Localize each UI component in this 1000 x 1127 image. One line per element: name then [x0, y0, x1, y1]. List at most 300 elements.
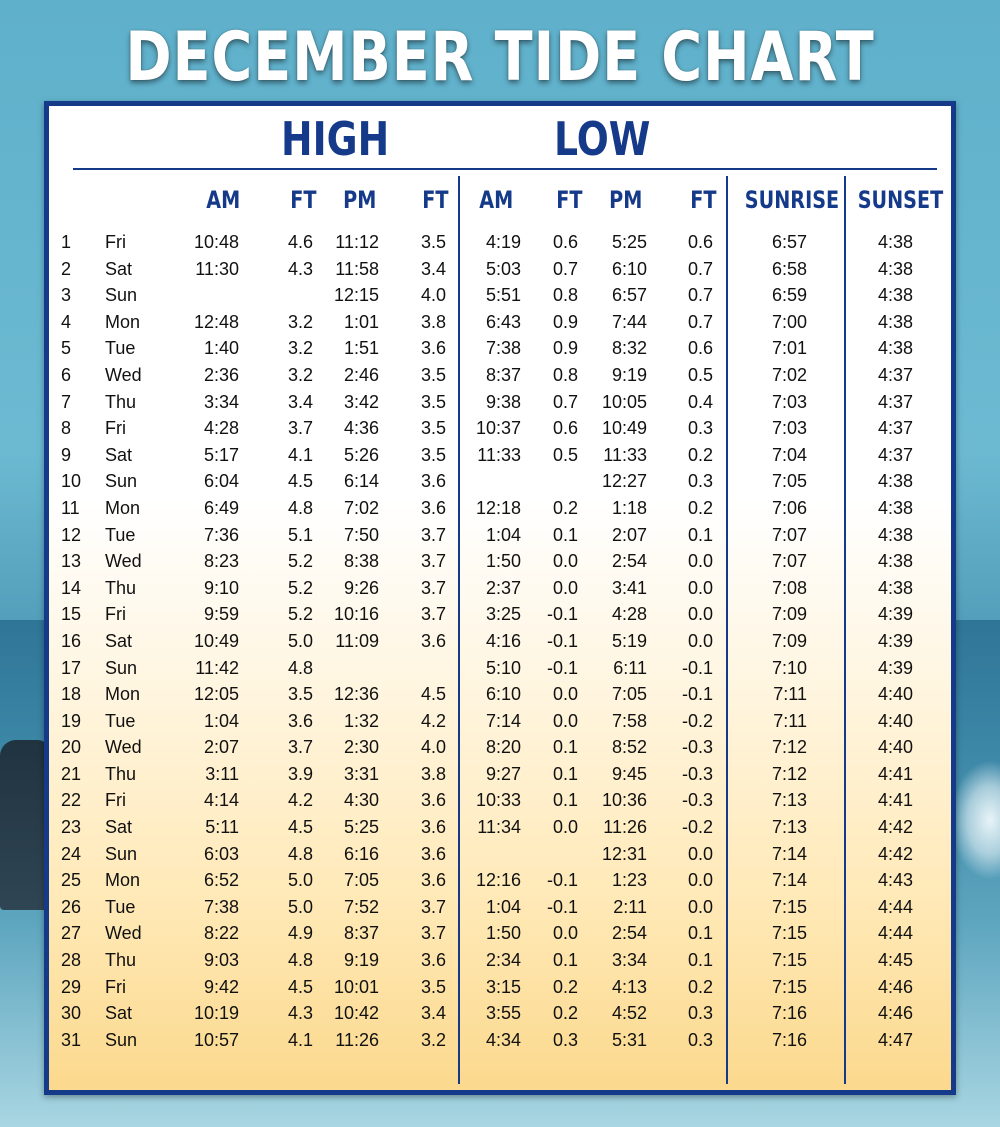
cell-low-pm: 7:05 — [611, 684, 647, 705]
cell-high-pm-ft: 3.6 — [420, 817, 446, 838]
header-high-pm: PM — [343, 186, 377, 214]
cell-sunset: 4:46 — [877, 1003, 913, 1024]
cell-day: Sat — [105, 817, 133, 838]
cell-high-pm: 7:02 — [343, 497, 379, 518]
cell-low-am: 5:03 — [485, 258, 521, 279]
cell-high-am: 4:28 — [203, 418, 239, 439]
cell-low-pm-ft: -0.3 — [681, 790, 713, 811]
cell-low-pm: 2:07 — [611, 524, 647, 545]
cell-low-am-ft: 0.0 — [552, 923, 578, 944]
cell-sunrise: 6:59 — [771, 285, 807, 306]
cell-low-pm-ft: 0.3 — [687, 471, 713, 492]
cell-high-am-ft: 3.6 — [287, 710, 313, 731]
cell-high-am: 11:30 — [195, 258, 239, 279]
cell-low-pm: 8:32 — [611, 338, 647, 359]
cell-high-pm-ft: 3.5 — [420, 444, 446, 465]
cell-low-am-ft: 0.1 — [552, 763, 578, 784]
cell-day: Fri — [105, 790, 126, 811]
cell-high-am-ft: 5.0 — [287, 630, 313, 651]
cell-low-am: 3:15 — [485, 976, 521, 997]
cell-low-pm-ft: 0.4 — [687, 391, 713, 412]
cell-sunrise: 7:16 — [771, 1003, 807, 1024]
cell-sunrise: 7:02 — [771, 364, 807, 385]
cell-high-pm: 2:46 — [343, 364, 379, 385]
cell-low-pm: 7:58 — [611, 710, 647, 731]
cell-high-am: 9:10 — [203, 577, 239, 598]
cell-low-am-ft: -0.1 — [546, 630, 578, 651]
cell-low-pm: 10:49 — [601, 418, 647, 439]
tide-table-card — [44, 101, 956, 1095]
cell-date: 28 — [61, 950, 82, 971]
cell-day: Wed — [105, 923, 142, 944]
cell-high-pm-ft: 3.2 — [420, 1029, 446, 1050]
cell-high-pm: 10:01 — [333, 976, 379, 997]
cell-low-pm: 3:34 — [611, 950, 647, 971]
cell-high-pm-ft: 3.8 — [420, 311, 446, 332]
cell-day: Wed — [105, 551, 142, 572]
cell-high-am: 7:36 — [203, 524, 239, 545]
cell-low-pm-ft: 0.0 — [687, 896, 713, 917]
cell-high-pm-ft: 3.6 — [420, 870, 446, 891]
cell-sunset: 4:41 — [877, 790, 913, 811]
table-row — [49, 443, 951, 470]
cell-low-am: 4:16 — [485, 630, 521, 651]
page-title: DECEMBER TIDE CHART — [125, 18, 875, 97]
cell-date: 12 — [61, 524, 82, 545]
cell-sunrise: 7:15 — [771, 896, 807, 917]
header-divider — [73, 168, 937, 170]
table-row — [49, 895, 951, 922]
cell-high-am: 9:03 — [203, 950, 239, 971]
cell-high-am: 10:49 — [193, 630, 239, 651]
cell-day: Sat — [105, 444, 133, 465]
cell-date: 8 — [61, 418, 72, 439]
cell-low-pm: 2:54 — [611, 923, 647, 944]
cell-high-pm: 11:12 — [335, 232, 379, 252]
table-row — [49, 682, 951, 709]
cell-day: Tue — [105, 710, 136, 731]
cell-day: Tue — [105, 338, 136, 359]
cell-high-am-ft: 5.1 — [287, 524, 313, 545]
cell-low-pm-ft: -0.2 — [681, 710, 713, 731]
cell-low-am: 12:16 — [475, 870, 521, 891]
cell-sunset: 4:37 — [877, 364, 913, 385]
table-row — [49, 921, 951, 948]
cell-high-am-ft: 4.3 — [287, 258, 313, 279]
cell-sunset: 4:45 — [877, 950, 913, 971]
cell-low-pm-ft: 0.2 — [687, 497, 713, 518]
cell-high-am-ft: 4.3 — [287, 1003, 313, 1024]
cell-date: 1 — [61, 232, 72, 252]
cell-day: Sun — [105, 843, 138, 864]
table-row — [49, 257, 951, 284]
cell-low-am-ft: 0.0 — [552, 551, 578, 572]
cell-sunrise: 7:15 — [771, 976, 807, 997]
cell-high-am: 10:48 — [193, 232, 239, 252]
cell-low-am-ft: 0.2 — [552, 976, 578, 997]
cell-sunrise: 7:11 — [773, 710, 807, 731]
cell-high-am: 9:59 — [203, 604, 239, 625]
cell-low-pm: 1:18 — [611, 497, 647, 518]
cell-sunrise: 7:04 — [771, 444, 807, 465]
cell-day: Thu — [105, 950, 137, 971]
cell-day: Thu — [105, 391, 137, 412]
cell-low-am-ft: 0.2 — [552, 497, 578, 518]
header-low-pm-ft: FT — [690, 186, 717, 214]
cell-high-pm: 5:25 — [343, 817, 379, 838]
cell-high-am: 10:57 — [193, 1029, 239, 1050]
header-low-am-ft: FT — [556, 186, 583, 214]
cell-high-am-ft: 4.8 — [287, 657, 313, 678]
table-row — [49, 788, 951, 815]
cell-sunset: 4:46 — [877, 976, 913, 997]
cell-high-am-ft: 4.8 — [287, 950, 313, 971]
cell-low-am: 10:33 — [475, 790, 521, 811]
cell-sunrise: 7:07 — [771, 551, 807, 572]
header-low-pm: PM — [609, 186, 643, 214]
cell-sunrise: 7:09 — [771, 630, 807, 651]
cell-date: 6 — [61, 364, 72, 385]
cell-high-pm-ft: 3.4 — [420, 1003, 446, 1024]
cell-low-am-ft: 0.2 — [552, 1003, 578, 1024]
surfer-silhouette — [0, 740, 48, 910]
cell-low-pm: 12:27 — [601, 471, 647, 492]
cell-high-pm: 11:26 — [335, 1029, 379, 1050]
cell-high-pm: 11:09 — [335, 630, 379, 651]
low-section-heading: LOW — [554, 112, 651, 166]
cell-low-am: 4:19 — [485, 232, 521, 252]
cell-high-pm-ft: 3.7 — [420, 896, 446, 917]
cell-day: Thu — [105, 763, 137, 784]
cell-high-am-ft: 4.8 — [287, 843, 313, 864]
cell-high-pm: 1:51 — [343, 338, 379, 359]
cell-high-am-ft: 3.4 — [287, 391, 313, 412]
cell-high-pm-ft: 4.5 — [420, 684, 446, 705]
cell-low-pm: 9:45 — [611, 763, 647, 784]
table-row — [49, 1028, 951, 1055]
header-sunset: SUNSET — [857, 186, 944, 214]
cell-low-pm-ft: -0.3 — [681, 763, 713, 784]
cell-date: 18 — [61, 684, 82, 705]
cell-high-am-ft: 4.1 — [287, 1029, 313, 1050]
cell-sunset: 4:40 — [877, 737, 913, 758]
cell-low-am-ft: 0.6 — [552, 232, 578, 252]
table-row — [49, 523, 951, 550]
cell-low-am: 2:34 — [485, 950, 521, 971]
wave-foam — [950, 760, 1000, 880]
cell-sunrise: 7:06 — [771, 497, 807, 518]
cell-low-am: 3:25 — [485, 604, 521, 625]
cell-sunset: 4:39 — [877, 604, 913, 625]
cell-date: 30 — [61, 1003, 82, 1024]
cell-date: 31 — [61, 1029, 82, 1050]
cell-sunrise: 7:15 — [771, 923, 807, 944]
cell-sunset: 4:38 — [877, 577, 913, 598]
cell-low-pm-ft: 0.1 — [687, 950, 713, 971]
cell-sunrise: 7:08 — [771, 577, 807, 598]
cell-high-pm: 8:38 — [343, 551, 379, 572]
table-row — [49, 868, 951, 895]
cell-high-pm-ft: 3.5 — [420, 976, 446, 997]
table-row — [49, 815, 951, 842]
cell-low-pm: 9:19 — [611, 364, 647, 385]
cell-low-pm: 3:41 — [611, 577, 647, 598]
cell-high-am-ft: 4.1 — [287, 444, 313, 465]
cell-date: 5 — [61, 338, 72, 359]
cell-high-am-ft: 3.7 — [287, 418, 313, 439]
cell-high-am: 11:42 — [195, 657, 239, 678]
cell-sunset: 4:38 — [877, 232, 913, 252]
cell-low-pm: 6:11 — [613, 657, 647, 678]
tide-rows — [49, 230, 951, 1054]
table-row — [49, 602, 951, 629]
cell-day: Mon — [105, 311, 141, 332]
cell-high-pm: 7:05 — [343, 870, 379, 891]
cell-low-pm-ft: 0.7 — [687, 311, 713, 332]
cell-day: Thu — [105, 577, 137, 598]
cell-high-pm-ft: 3.5 — [420, 364, 446, 385]
cell-high-pm-ft: 3.6 — [420, 790, 446, 811]
cell-day: Fri — [105, 976, 126, 997]
cell-low-pm: 2:11 — [613, 896, 647, 917]
cell-date: 10 — [61, 471, 82, 492]
table-row — [49, 549, 951, 576]
cell-low-pm-ft: 0.2 — [687, 444, 713, 465]
cell-high-pm: 3:42 — [343, 391, 379, 412]
cell-low-am-ft: -0.1 — [546, 604, 578, 625]
cell-sunset: 4:37 — [877, 444, 913, 465]
cell-low-pm: 1:23 — [611, 870, 647, 891]
table-row — [49, 469, 951, 496]
cell-sunrise: 7:05 — [771, 471, 807, 492]
cell-sunset: 4:40 — [877, 710, 913, 731]
cell-low-pm: 5:31 — [611, 1029, 647, 1050]
cell-high-am-ft: 5.0 — [287, 870, 313, 891]
cell-low-am: 7:38 — [485, 338, 521, 359]
cell-low-am-ft: 0.8 — [552, 364, 578, 385]
cell-low-am-ft: 0.8 — [552, 285, 578, 306]
cell-low-am-ft: 0.1 — [552, 524, 578, 545]
cell-high-am: 4:14 — [203, 790, 239, 811]
cell-sunset: 4:38 — [877, 285, 913, 306]
cell-low-am: 5:51 — [485, 285, 521, 306]
cell-date: 3 — [61, 285, 72, 306]
cell-low-am-ft: 0.7 — [552, 391, 578, 412]
table-row — [49, 709, 951, 736]
cell-high-am-ft: 5.0 — [287, 896, 313, 917]
cell-high-pm: 2:30 — [343, 737, 379, 758]
table-row — [49, 230, 951, 257]
cell-high-am: 3:11 — [205, 763, 239, 784]
cell-low-am-ft: 0.9 — [552, 338, 578, 359]
cell-low-pm: 11:33 — [603, 444, 647, 465]
cell-high-pm: 1:32 — [343, 710, 379, 731]
cell-high-am: 12:05 — [193, 684, 239, 705]
cell-high-pm: 7:52 — [343, 896, 379, 917]
cell-date: 25 — [61, 870, 82, 891]
cell-low-am: 1:04 — [485, 524, 521, 545]
cell-high-pm: 9:19 — [343, 950, 379, 971]
cell-date: 11 — [61, 497, 80, 518]
cell-low-am-ft: 0.0 — [552, 684, 578, 705]
cell-sunset: 4:39 — [877, 630, 913, 651]
cell-low-am-ft: 0.9 — [552, 311, 578, 332]
cell-high-am-ft: 4.5 — [287, 817, 313, 838]
cell-sunset: 4:47 — [877, 1029, 913, 1050]
cell-low-pm-ft: 0.7 — [687, 258, 713, 279]
cell-sunrise: 7:15 — [771, 950, 807, 971]
cell-sunrise: 7:09 — [771, 604, 807, 625]
cell-low-pm-ft: 0.6 — [687, 338, 713, 359]
cell-high-pm: 4:36 — [343, 418, 379, 439]
cell-high-am: 6:52 — [203, 870, 239, 891]
cell-low-am: 5:10 — [485, 657, 521, 678]
cell-high-pm: 11:58 — [335, 258, 379, 279]
cell-sunrise: 7:14 — [771, 843, 807, 864]
cell-high-am-ft: 3.2 — [287, 311, 313, 332]
cell-date: 27 — [61, 923, 82, 944]
cell-low-pm: 10:05 — [601, 391, 647, 412]
cell-sunset: 4:38 — [877, 338, 913, 359]
table-row — [49, 416, 951, 443]
cell-sunrise: 7:01 — [771, 338, 807, 359]
cell-high-am-ft: 3.2 — [287, 364, 313, 385]
cell-date: 9 — [61, 444, 72, 465]
cell-date: 2 — [61, 258, 72, 279]
cell-high-am-ft: 5.2 — [287, 551, 313, 572]
cell-high-am: 1:40 — [203, 338, 239, 359]
cell-low-pm-ft: 0.3 — [687, 1003, 713, 1024]
cell-low-pm: 12:31 — [601, 843, 647, 864]
header-high-pm-ft: FT — [422, 186, 449, 214]
cell-low-pm-ft: -0.2 — [681, 817, 713, 838]
cell-high-pm-ft: 3.6 — [420, 471, 446, 492]
cell-high-am: 5:11 — [205, 817, 239, 838]
cell-high-am-ft: 4.6 — [287, 232, 313, 252]
cell-day: Sun — [105, 657, 138, 678]
cell-sunset: 4:41 — [877, 763, 913, 784]
cell-day: Fri — [105, 604, 126, 625]
cell-sunset: 4:42 — [877, 817, 913, 838]
cell-low-am: 1:50 — [485, 923, 521, 944]
cell-low-pm-ft: 0.0 — [687, 577, 713, 598]
table-row — [49, 310, 951, 337]
table-row — [49, 735, 951, 762]
cell-day: Sat — [105, 1003, 133, 1024]
cell-low-pm-ft: 0.0 — [687, 870, 713, 891]
cell-high-pm: 9:26 — [343, 577, 379, 598]
cell-high-pm-ft: 3.6 — [420, 338, 446, 359]
cell-high-am: 6:49 — [203, 497, 239, 518]
cell-low-pm: 8:52 — [611, 737, 647, 758]
cell-date: 20 — [61, 737, 82, 758]
cell-high-pm-ft: 3.6 — [420, 843, 446, 864]
cell-sunset: 4:38 — [877, 258, 913, 279]
cell-low-pm: 5:25 — [611, 232, 647, 252]
cell-sunset: 4:38 — [877, 524, 913, 545]
cell-low-pm-ft: 0.3 — [687, 1029, 713, 1050]
cell-low-am: 6:43 — [485, 311, 521, 332]
cell-sunset: 4:38 — [877, 471, 913, 492]
cell-sunrise: 6:57 — [771, 232, 807, 252]
cell-day: Wed — [105, 737, 142, 758]
cell-low-pm: 7:44 — [611, 311, 647, 332]
cell-day: Mon — [105, 870, 141, 891]
cell-date: 17 — [61, 657, 82, 678]
cell-high-pm: 10:16 — [333, 604, 379, 625]
cell-low-pm-ft: -0.3 — [681, 737, 713, 758]
cell-high-pm: 8:37 — [343, 923, 379, 944]
cell-low-pm: 11:26 — [603, 817, 647, 838]
cell-high-am: 2:07 — [203, 737, 239, 758]
cell-low-am-ft: 0.0 — [552, 817, 578, 838]
cell-sunrise: 7:13 — [771, 790, 807, 811]
cell-high-am-ft: 3.5 — [287, 684, 313, 705]
cell-sunrise: 7:16 — [771, 1029, 807, 1050]
cell-low-pm: 10:36 — [601, 790, 647, 811]
cell-high-am: 12:48 — [193, 311, 239, 332]
cell-low-am: 2:37 — [485, 577, 521, 598]
cell-high-pm-ft: 3.6 — [420, 497, 446, 518]
high-section-heading: HIGH — [281, 112, 390, 166]
cell-low-pm-ft: 0.6 — [687, 232, 713, 252]
cell-low-pm-ft: 0.1 — [687, 524, 713, 545]
cell-date: 16 — [61, 630, 82, 651]
cell-high-am: 8:22 — [203, 923, 239, 944]
cell-high-am: 6:03 — [203, 843, 239, 864]
table-row — [49, 390, 951, 417]
cell-low-am-ft: 0.7 — [552, 258, 578, 279]
cell-sunrise: 7:13 — [771, 817, 807, 838]
cell-low-pm: 6:10 — [611, 258, 647, 279]
cell-low-am: 10:37 — [475, 418, 521, 439]
cell-day: Sat — [105, 630, 133, 651]
cell-high-pm-ft: 3.7 — [420, 551, 446, 572]
cell-high-pm-ft: 3.5 — [420, 232, 446, 252]
table-row — [49, 975, 951, 1002]
cell-low-pm-ft: 0.2 — [687, 976, 713, 997]
cell-date: 26 — [61, 896, 82, 917]
cell-low-am: 4:34 — [485, 1029, 521, 1050]
cell-sunrise: 7:10 — [771, 657, 807, 678]
cell-sunset: 4:38 — [877, 551, 913, 572]
cell-low-am: 12:18 — [475, 497, 521, 518]
cell-sunrise: 7:12 — [771, 737, 807, 758]
cell-high-pm-ft: 3.5 — [420, 391, 446, 412]
cell-high-pm-ft: 3.7 — [420, 577, 446, 598]
cell-high-am-ft: 5.2 — [287, 577, 313, 598]
cell-date: 4 — [61, 311, 72, 332]
cell-low-am-ft: 0.6 — [552, 418, 578, 439]
cell-low-am-ft: 0.1 — [552, 790, 578, 811]
cell-day: Mon — [105, 684, 141, 705]
cell-low-pm-ft: 0.3 — [687, 418, 713, 439]
cell-sunset: 4:39 — [877, 657, 913, 678]
cell-low-pm: 4:28 — [611, 604, 647, 625]
table-row — [49, 496, 951, 523]
table-row — [49, 629, 951, 656]
cell-low-am-ft: 0.0 — [552, 710, 578, 731]
cell-high-pm: 12:15 — [333, 285, 379, 306]
cell-low-pm-ft: 0.5 — [687, 364, 713, 385]
cell-low-pm: 4:13 — [611, 976, 647, 997]
cell-day: Sat — [105, 258, 133, 279]
cell-high-pm-ft: 3.5 — [420, 418, 446, 439]
cell-day: Sun — [105, 1029, 138, 1050]
cell-low-am-ft: 0.5 — [552, 444, 578, 465]
cell-high-am-ft: 4.5 — [287, 976, 313, 997]
header-sunrise: SUNRISE — [744, 186, 840, 214]
